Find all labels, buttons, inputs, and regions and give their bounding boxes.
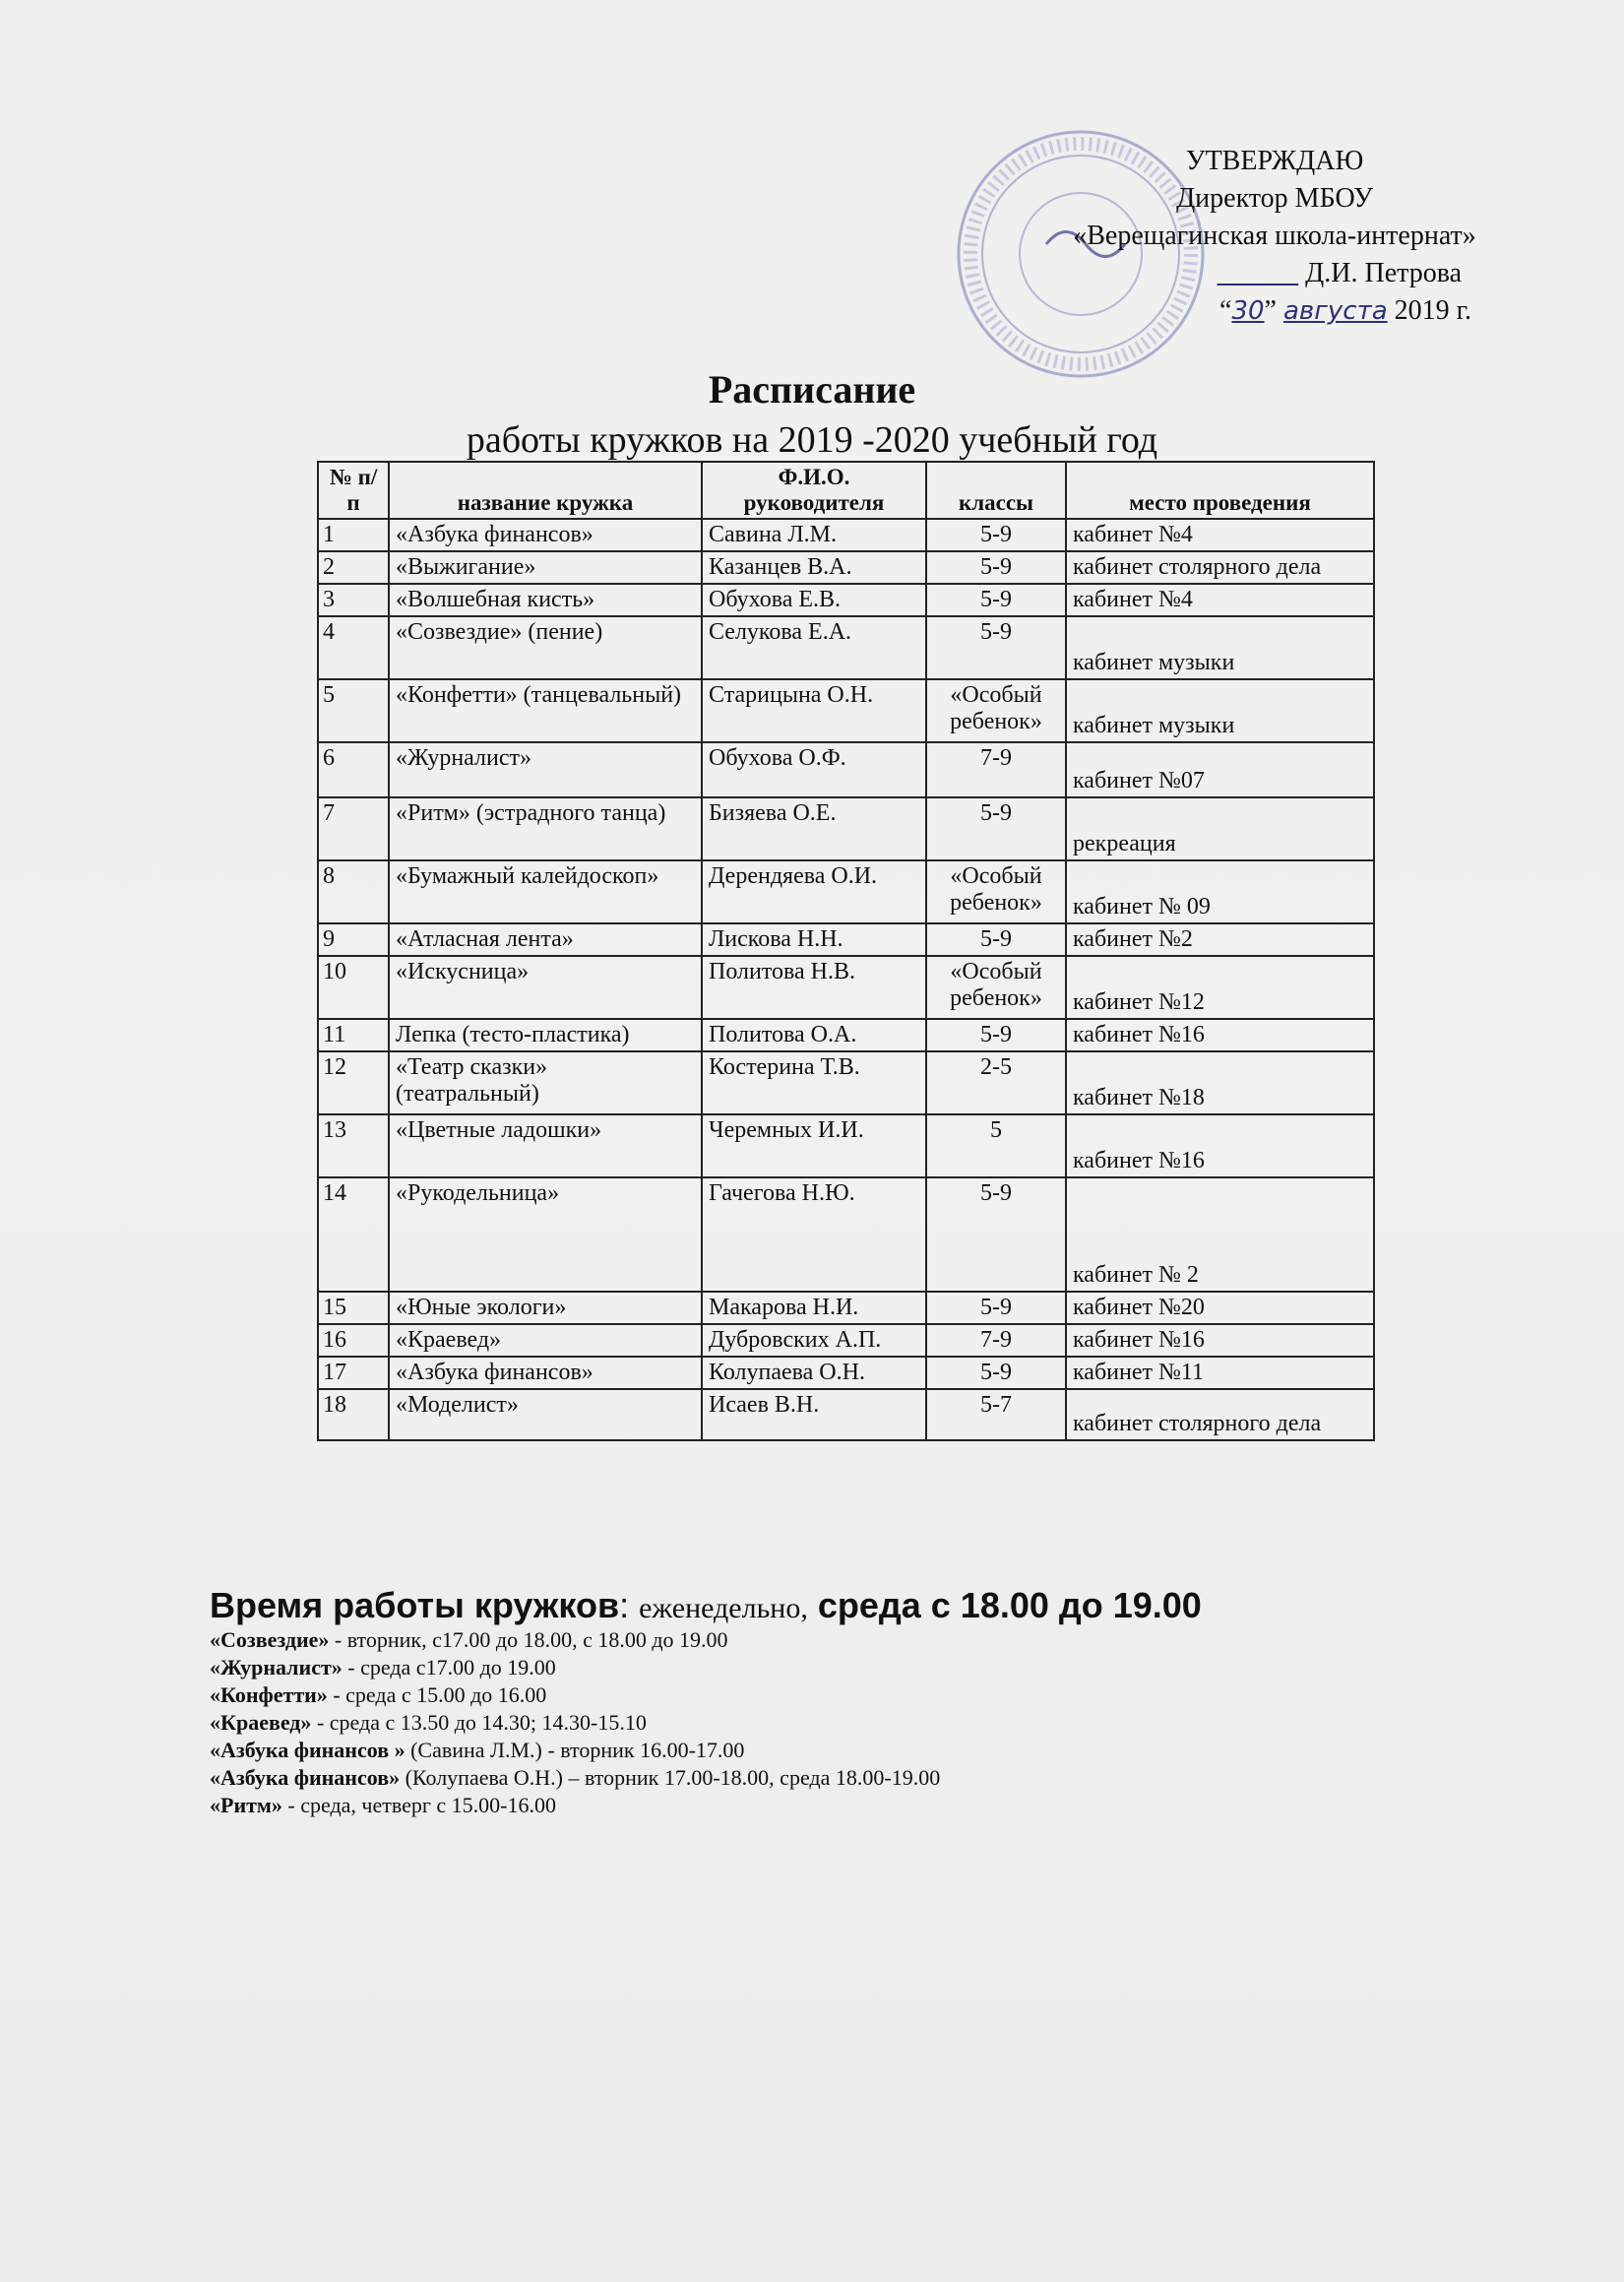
schedule-table <box>317 461 1375 1441</box>
hours-line <box>210 1654 1489 1681</box>
row-number: 8 <box>318 860 389 923</box>
approval-title: УТВЕРЖДАЮ <box>1185 146 1364 176</box>
table-row <box>318 551 1374 584</box>
hours-line-time: (Савина Л.М.) - вторник 16.00-17.00 <box>405 1738 745 1762</box>
place-cell: кабинет музыки <box>1066 679 1374 742</box>
place-cell: кабинет №16 <box>1066 1019 1374 1051</box>
table-row <box>318 1292 1374 1324</box>
classes-cell: 5-9 <box>926 1357 1066 1389</box>
hours-line-time: - вторник, с17.00 до 18.00, с 18.00 до 19.00 <box>329 1627 728 1652</box>
place-cell: кабинет №2 <box>1066 923 1374 956</box>
approval-position: Директор МБОУ <box>1176 183 1373 214</box>
place-cell: кабинет №11 <box>1066 1357 1374 1389</box>
classes-cell: 7-9 <box>926 1324 1066 1357</box>
classes-cell: 5-9 <box>926 797 1066 860</box>
approval-signature-line <box>1058 255 1491 292</box>
classes-cell: 2-5 <box>926 1051 1066 1114</box>
hours-line-time: - среда, четверг с 15.00-16.00 <box>281 1793 557 1817</box>
table-row <box>318 519 1374 551</box>
approval-school: «Верещагинская школа-интернат» <box>1073 221 1476 251</box>
place-cell: кабинет №16 <box>1066 1324 1374 1357</box>
place-cell: кабинет №12 <box>1066 956 1374 1019</box>
row-number: 11 <box>318 1019 389 1051</box>
leader-name: Макарова Н.И. <box>702 1292 926 1324</box>
club-name: «Атласная лента» <box>389 923 702 956</box>
table-row <box>318 923 1374 956</box>
club-name: «Краевед» <box>389 1324 702 1357</box>
table-row <box>318 1019 1374 1051</box>
date-quote-open: “ <box>1219 295 1232 326</box>
table-row <box>318 1177 1374 1292</box>
classes-cell: «Особый ребенок» <box>926 956 1066 1019</box>
leader-name: Старицына О.Н. <box>702 679 926 742</box>
club-name: «Театр сказки» (театральный) <box>389 1051 702 1114</box>
table-row <box>318 616 1374 679</box>
club-name: «Цветные ладошки» <box>389 1114 702 1177</box>
table-row <box>318 1051 1374 1114</box>
leader-name: Обухова Е.В. <box>702 584 926 616</box>
hours-line-club: «Азбука финансов » <box>210 1738 406 1762</box>
row-number: 15 <box>318 1292 389 1324</box>
club-name: «Конфетти» (танцевальный) <box>389 679 702 742</box>
hours-line-time: - среда с 15.00 до 16.00 <box>327 1682 547 1707</box>
date-quote-close: ” <box>1264 295 1277 326</box>
row-number: 18 <box>318 1389 389 1440</box>
place-cell: кабинет №20 <box>1066 1292 1374 1324</box>
row-number: 14 <box>318 1177 389 1292</box>
row-number: 12 <box>318 1051 389 1114</box>
classes-cell: 5-9 <box>926 519 1066 551</box>
row-number: 3 <box>318 584 389 616</box>
classes-cell: «Особый ребенок» <box>926 860 1066 923</box>
classes-cell: 7-9 <box>926 742 1066 797</box>
classes-cell: 5-7 <box>926 1389 1066 1440</box>
table-row <box>318 1389 1374 1440</box>
place-cell: кабинет №4 <box>1066 519 1374 551</box>
leader-name: Гачегова Н.Ю. <box>702 1177 926 1292</box>
classes-cell: 5-9 <box>926 551 1066 584</box>
leader-name: Колупаева О.Н. <box>702 1357 926 1389</box>
leader-name: Селукова Е.А. <box>702 616 926 679</box>
hours-line-club: «Краевед» <box>210 1710 312 1735</box>
table-row <box>318 742 1374 797</box>
leader-name: Казанцев В.А. <box>702 551 926 584</box>
place-cell: кабинет №4 <box>1066 584 1374 616</box>
leader-name: Политова Н.В. <box>702 956 926 1019</box>
row-number: 9 <box>318 923 389 956</box>
row-number: 10 <box>318 956 389 1019</box>
hours-line <box>210 1709 1489 1737</box>
table-body <box>318 519 1374 1440</box>
place-cell: кабинет №18 <box>1066 1051 1374 1114</box>
hours-line <box>210 1764 1489 1792</box>
place-cell: кабинет столярного дела <box>1066 551 1374 584</box>
place-cell: кабинет №07 <box>1066 742 1374 797</box>
approval-date <box>1058 292 1491 330</box>
table-row <box>318 679 1374 742</box>
classes-cell: 5-9 <box>926 1292 1066 1324</box>
place-cell: кабинет № 09 <box>1066 860 1374 923</box>
hours-line-club: «Созвездие» <box>210 1627 330 1652</box>
hours-colon: : <box>619 1585 630 1625</box>
club-name: «Бумажный калейдоскоп» <box>389 860 702 923</box>
date-year: 2019 г. <box>1394 295 1471 326</box>
header-place: место проведения <box>1066 462 1374 519</box>
club-name: «Азбука финансов» <box>389 519 702 551</box>
approval-block <box>1058 143 1491 330</box>
row-number: 2 <box>318 551 389 584</box>
table-row <box>318 956 1374 1019</box>
hours-line <box>210 1792 1489 1819</box>
classes-cell: 5 <box>926 1114 1066 1177</box>
header-name: название кружка <box>389 462 702 519</box>
row-number: 6 <box>318 742 389 797</box>
leader-name: Черемных И.И. <box>702 1114 926 1177</box>
hours-line-time: - среда с17.00 до 19.00 <box>342 1655 556 1680</box>
leader-name: Обухова О.Ф. <box>702 742 926 797</box>
place-cell: рекреация <box>1066 797 1374 860</box>
place-cell: кабинет музыки <box>1066 616 1374 679</box>
document-title: Расписание <box>708 367 916 412</box>
classes-cell: 5-9 <box>926 1177 1066 1292</box>
document-subtitle: работы кружков на 2019 -2020 учебный год <box>466 419 1158 461</box>
club-name: «Моделист» <box>389 1389 702 1440</box>
header-leader: Ф.И.О. руководителя <box>702 462 926 519</box>
classes-cell: 5-9 <box>926 584 1066 616</box>
hours-line-time: - среда с 13.50 до 14.30; 14.30-15.10 <box>311 1710 647 1735</box>
classes-cell: 5-9 <box>926 616 1066 679</box>
leader-name: Дубровских А.П. <box>702 1324 926 1357</box>
hours-line <box>210 1626 1489 1654</box>
club-name: «Выжигание» <box>389 551 702 584</box>
hours-line-club: «Конфетти» <box>210 1682 328 1707</box>
classes-cell: 5-9 <box>926 923 1066 956</box>
hours-line-time: (Колупаева О.Н.) – вторник 17.00-18.00, среда 18.00-19.00 <box>400 1765 941 1790</box>
place-cell: кабинет № 2 <box>1066 1177 1374 1292</box>
hours-line <box>210 1681 1489 1709</box>
leader-name: Савина Л.М. <box>702 519 926 551</box>
hours-line <box>210 1737 1489 1764</box>
hours-line-club: «Ритм» <box>210 1793 282 1817</box>
row-number: 16 <box>318 1324 389 1357</box>
club-name: «Искусница» <box>389 956 702 1019</box>
table-row <box>318 584 1374 616</box>
table-row <box>318 1324 1374 1357</box>
row-number: 13 <box>318 1114 389 1177</box>
hours-line-club: «Азбука финансов» <box>210 1765 401 1790</box>
club-name: «Азбука финансов» <box>389 1357 702 1389</box>
header-num: № п/п <box>318 462 389 519</box>
row-number: 7 <box>318 797 389 860</box>
date-day: 30 <box>1231 296 1265 326</box>
leader-name: Костерина Т.В. <box>702 1051 926 1114</box>
leader-name: Бизяева О.Е. <box>702 797 926 860</box>
date-month: августа <box>1282 296 1388 326</box>
club-name: «Рукодельница» <box>389 1177 702 1292</box>
signature-name: Д.И. Петрова <box>1305 258 1462 288</box>
leader-name: Лискова Н.Н. <box>702 923 926 956</box>
row-number: 5 <box>318 679 389 742</box>
classes-cell: 5-9 <box>926 1019 1066 1051</box>
header-classes: классы <box>926 462 1066 519</box>
club-name: «Журналист» <box>389 742 702 797</box>
leader-name: Дерендяева О.И. <box>702 860 926 923</box>
table-header-row <box>318 462 1374 519</box>
row-number: 17 <box>318 1357 389 1389</box>
classes-cell: «Особый ребенок» <box>926 679 1066 742</box>
table-row <box>318 1357 1374 1389</box>
row-number: 4 <box>318 616 389 679</box>
row-number: 1 <box>318 519 389 551</box>
table-row <box>318 797 1374 860</box>
club-name: «Волшебная кисть» <box>389 584 702 616</box>
hours-section <box>210 1585 1489 1819</box>
leader-name: Политова О.А. <box>702 1019 926 1051</box>
hours-lines <box>210 1626 1489 1819</box>
hours-line-club: «Журналист» <box>210 1655 343 1680</box>
club-name: «Юные экологи» <box>389 1292 702 1324</box>
club-name: «Ритм» (эстрадного танца) <box>389 797 702 860</box>
table-row <box>318 860 1374 923</box>
hours-label: Время работы кружков <box>210 1585 620 1625</box>
club-name: Лепка (тесто-пластика) <box>389 1019 702 1051</box>
hours-heading <box>210 1585 1489 1626</box>
leader-name: Исаев В.Н. <box>702 1389 926 1440</box>
table-row <box>318 1114 1374 1177</box>
place-cell: кабинет №16 <box>1066 1114 1374 1177</box>
club-name: «Созвездие» (пение) <box>389 616 702 679</box>
place-cell: кабинет столярного дела <box>1066 1389 1374 1440</box>
handwritten-signature <box>1218 259 1299 288</box>
hours-weekly: еженедельно, <box>639 1592 808 1624</box>
hours-main-time: среда с 18.00 до 19.00 <box>817 1585 1202 1625</box>
